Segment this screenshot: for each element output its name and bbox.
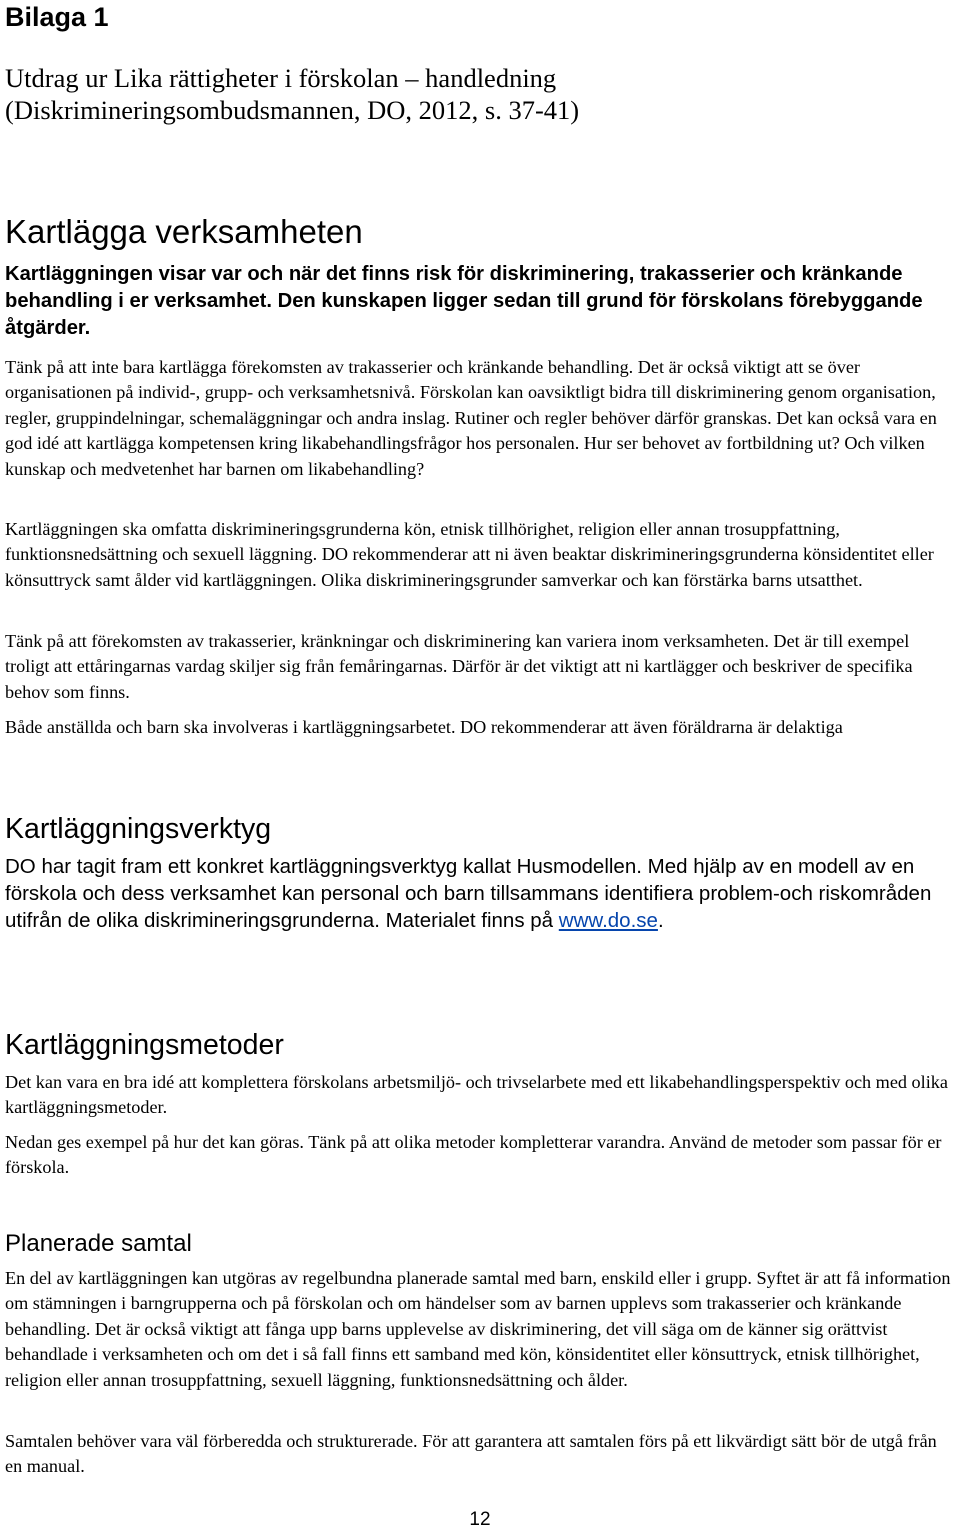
husmodellen-text: DO har tagit fram ett konkret kartläggningsverktyg kallat Husmodellen. Med hjälp av en modell av en förskola och dess verksamhet kan personal och barn tillsammans identifiera problem-och riskområden utifrån de olika diskrimineringsgrunderna. Materialet finns på [5,855,932,932]
source-reference [5,62,957,126]
paragraph-diskrimineringsgrunder: Kartläggningen ska omfatta diskrimineringsgrunderna kön, etnisk tillhörighet, religion eller annan trosuppfattning, funktionsnedsättning och sexuell läggning. DO rekommenderar att ni även beaktar diskrimineringsgrunderna könsidentitet eller könsuttryck samt ålder vid kartläggningen. Olika diskrimineringsgrunder samverkar och kan förstärka barns utsatthet. [5,519,934,590]
paragraph-variation: Tänk på att förekomsten av trakasserier, kränkningar och diskriminering kan variera inom verksamheten. Det är till exempel troligt att ettåringarnas vardag skiljer sig från femåringarnas. Därför är det viktigt att ni kartlägger och beskriver de specifika behov som finns. [5,631,913,702]
lead-paragraph: Kartläggningen visar var och när det finns risk för diskriminering, trakasserier och kränkande behandling i er verksamhet. Den kunskapen ligger sedan till grund för förskolans förebyggande åtgärder. [5,263,923,339]
do-website-link[interactable]: www.do.se [558,909,658,932]
paragraph-manual: Samtalen behöver vara väl förberedda och strukturerade. För att garantera att samtalen förs på ett likvärdigt sätt bör de utgå från en manual. [5,1431,937,1477]
paragraph-organisation: Tänk på att inte bara kartlägga förekomsten av trakasserier och kränkande behandling. Det är också viktigt att se över organisationen på individ-, grupp- och verksamhetsnivå. Förskolan kan oavsiktligt bidra till diskriminering genom organisation, regler, gruppindelningar, schemaläggningar och andra inslag. Rutiner och regler behöver därför granskas. Det kan också vara en god idé att kartlägga kompetensen kring likabehandlingsfrågor hos personalen. Hur ser behovet av fortbildning ut? Och vilken kunskap och medvetenhet har barnen om likabehandling? [5,357,937,479]
paragraph-husmodellen [5,853,957,934]
paragraph-samtal: En del av kartläggningen kan utgöras av regelbundna planerade samtal med barn, enskild eller i grupp. Syftet är att få information om stämningen i barngrupperna och på förskolan och om händelser som av barnen upplevs som trakasserier och kränkande behandling. Det är också viktigt att fånga upp barns upplevelse av diskriminering, det vill säga om de känner sig orättvist behandlade i verksamheten och om det i så fall finns ett samband med kön, könsidentitet eller könsuttryck, etnisk tillhörighet, religion eller annan trosuppfattning, sexuell läggning, funktionsnedsättning och ålder. [5,1268,951,1390]
heading-planerade-samtal: Planerade samtal [5,1230,192,1257]
heading-kartlaggningsverktyg: Kartläggningsverktyg [5,813,272,845]
heading-kartlagga-verksamheten: Kartlägga verksamheten [5,213,363,250]
appendix-title: Bilaga 1 [5,2,109,32]
page-number: 12 [469,1509,491,1530]
source-line-2: (Diskrimineringsombudsmannen, DO, 2012, s. 37-41) [5,95,580,125]
heading-kartlaggningsmetoder: Kartläggningsmetoder [5,1029,284,1061]
paragraph-exempel: Nedan ges exempel på hur det kan göras. Tänk på att olika metoder kompletterar varandra. Använd de metoder som passar för er förskola. [5,1132,942,1178]
source-line-1: Utdrag ur Lika rättigheter i förskolan – handledning [5,63,557,93]
paragraph-komplettera: Det kan vara en bra idé att komplettera förskolans arbetsmiljö- och trivselarbete med ett likabehandlingsperspektiv och med olika kartläggningsmetoder. [5,1072,948,1118]
link-trailing-period: . [657,909,664,932]
paragraph-involvering: Både anställda och barn ska involveras i kartläggningsarbetet. DO rekommenderar att även föräldrarna är delaktiga [5,717,843,737]
